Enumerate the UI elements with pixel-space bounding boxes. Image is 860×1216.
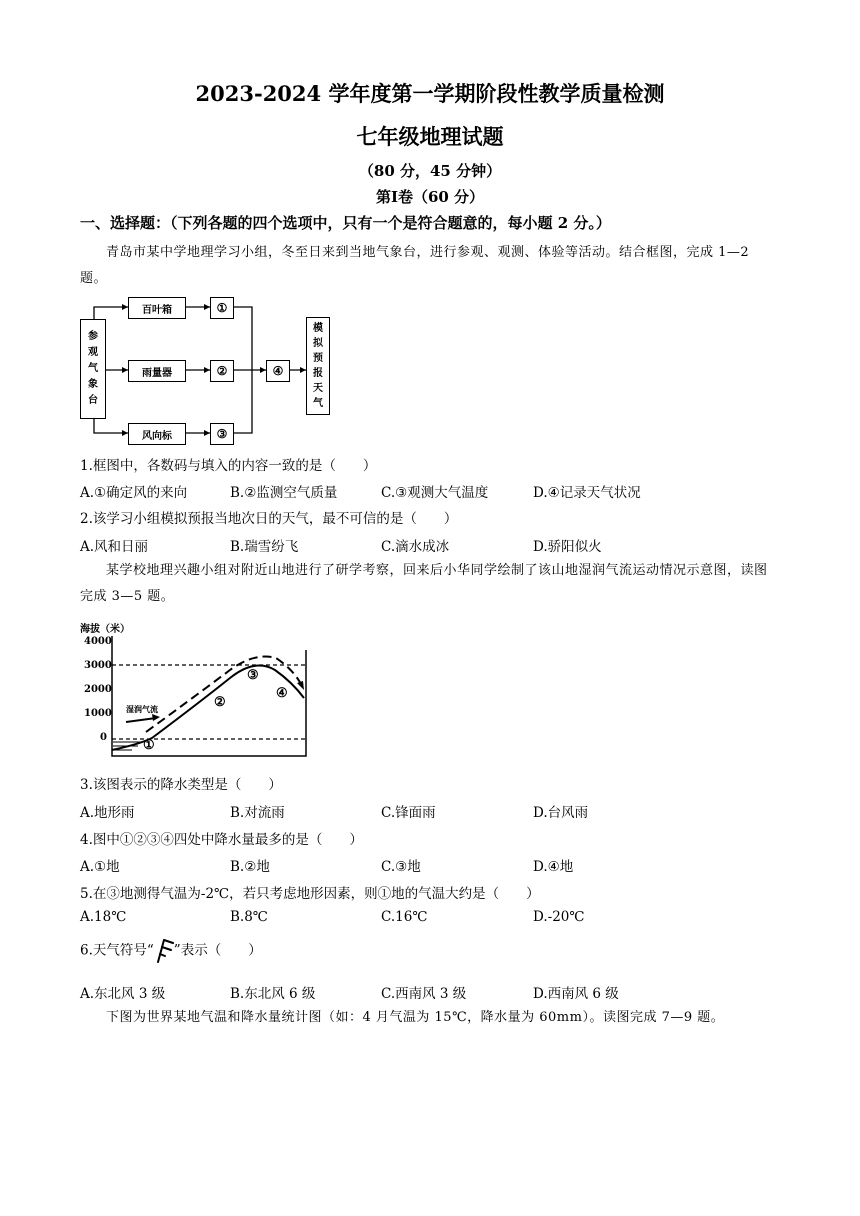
question-6-stem-before: 6.天气符号“ <box>80 942 154 959</box>
question-3-option-a[interactable]: A.地形雨 <box>80 805 135 821</box>
question-4-stem: 4.图中①②③④四处中降水量最多的是（ ） <box>80 832 363 848</box>
subject-title: 七年级地理试题 <box>356 124 504 149</box>
question-1-option-a[interactable]: A.①确定风的来向 <box>80 485 188 501</box>
question-4-option-d[interactable]: D.④地 <box>533 859 574 875</box>
end-box-forecast: 模 拟 预 报 天 气 <box>306 317 330 415</box>
ytick-0: 0 <box>100 732 107 743</box>
intro-paragraph-2: 某学校地理兴趣小组对附近山地进行了研学考察，回来后小华同学绘制了该山地湿润气流运动情况示意图，读图完成 3—5 题。 <box>80 563 768 604</box>
point-4: ④ <box>276 686 288 701</box>
question-2-option-d[interactable]: D.骄阳似火 <box>533 539 602 555</box>
question-6-option-b[interactable]: B.东北风 6 级 <box>230 986 316 1002</box>
intro-paragraph-1: 青岛市某中学地理学习小组，冬至日来到当地气象台，进行参观、观测、体验等活动。结合框图，完成 1—2 题。 <box>80 245 750 286</box>
tool-box-wind-vane: 风向标 <box>128 423 186 445</box>
number-box-1: ① <box>210 297 234 319</box>
moist-airflow-label: 湿润气流 <box>126 704 158 714</box>
question-6-option-a[interactable]: A.东北风 3 级 <box>80 986 166 1002</box>
question-2-option-b[interactable]: B.瑞雪纷飞 <box>230 539 299 555</box>
question-1-option-d[interactable]: D.④记录天气状况 <box>533 485 641 501</box>
section-heading: 一、选择题：（下列各题的四个选项中，只有一个是符合题意的，每小题 2 分。） <box>80 214 611 232</box>
intro-paragraph-3: 下图为世界某地气温和降水量统计图（如：4 月气温为 15℃，降水量为 60mm）。读图完成 7—9 题。 <box>106 1010 725 1025</box>
question-3-option-d[interactable]: D.台风雨 <box>533 805 589 821</box>
question-4-option-a[interactable]: A.①地 <box>80 859 120 875</box>
tool-box-rain-gauge: 雨量器 <box>128 360 186 382</box>
question-2-option-c[interactable]: C.滴水成冰 <box>381 539 450 555</box>
question-6-option-d[interactable]: D.西南风 6 级 <box>533 986 619 1002</box>
number-box-2: ② <box>210 360 234 382</box>
question-6-option-c[interactable]: C.西南风 3 级 <box>381 986 467 1002</box>
point-2: ② <box>214 695 226 710</box>
ytick-4000: 4000 <box>84 636 112 647</box>
flowchart <box>80 292 350 442</box>
altitude-axis-label: 海拔（米） <box>80 624 130 635</box>
question-2-option-a[interactable]: A.风和日丽 <box>80 539 149 555</box>
tool-box-louver: 百叶箱 <box>128 297 186 319</box>
question-4-option-b[interactable]: B.②地 <box>230 859 270 875</box>
question-5-option-b[interactable]: B.8℃ <box>230 909 268 925</box>
point-1: ① <box>143 738 155 753</box>
question-5-option-c[interactable]: C.16℃ <box>381 909 428 925</box>
question-5-option-a[interactable]: A.18℃ <box>80 909 127 925</box>
ytick-2000: 2000 <box>84 684 112 695</box>
volume-heading: 第Ⅰ卷（60 分） <box>375 188 485 206</box>
question-1-option-c[interactable]: C.③观测大气温度 <box>381 485 489 501</box>
question-6-stem <box>80 938 262 964</box>
question-1-option-b[interactable]: B.②监测空气质量 <box>230 485 338 501</box>
ytick-1000: 1000 <box>84 708 112 719</box>
question-5-option-d[interactable]: D.-20℃ <box>533 909 585 925</box>
question-3-option-c[interactable]: C.锋面雨 <box>381 805 436 821</box>
question-1-stem: 1.框图中，各数码与填入的内容一致的是（ ） <box>80 458 377 474</box>
number-box-4: ④ <box>266 360 290 382</box>
question-6-stem-after: ”表示（ ） <box>173 942 262 959</box>
number-box-3: ③ <box>210 423 234 445</box>
question-5-stem: 5.在③地测得气温为-2℃，若只考虑地形因素，则①地的气温大约是（ ） <box>80 886 540 902</box>
question-3-stem: 3.该图表示的降水类型是（ ） <box>80 777 282 793</box>
wind-barb-icon <box>154 938 174 964</box>
point-3: ③ <box>247 668 259 683</box>
exam-title: 2023-2024 学年度第一学期阶段性教学质量检测 <box>195 81 665 106</box>
question-4-option-c[interactable]: C.③地 <box>381 859 421 875</box>
question-3-option-b[interactable]: B.对流雨 <box>230 805 285 821</box>
ytick-3000: 3000 <box>84 660 112 671</box>
start-box-visit-station: 参 观 气 象 台 <box>80 319 106 419</box>
score-time: （80 分，45 分钟） <box>358 162 502 180</box>
mountain-airflow-diagram <box>80 620 310 760</box>
question-2-stem: 2.该学习小组模拟预报当地次日的天气，最不可信的是（ ） <box>80 511 458 527</box>
